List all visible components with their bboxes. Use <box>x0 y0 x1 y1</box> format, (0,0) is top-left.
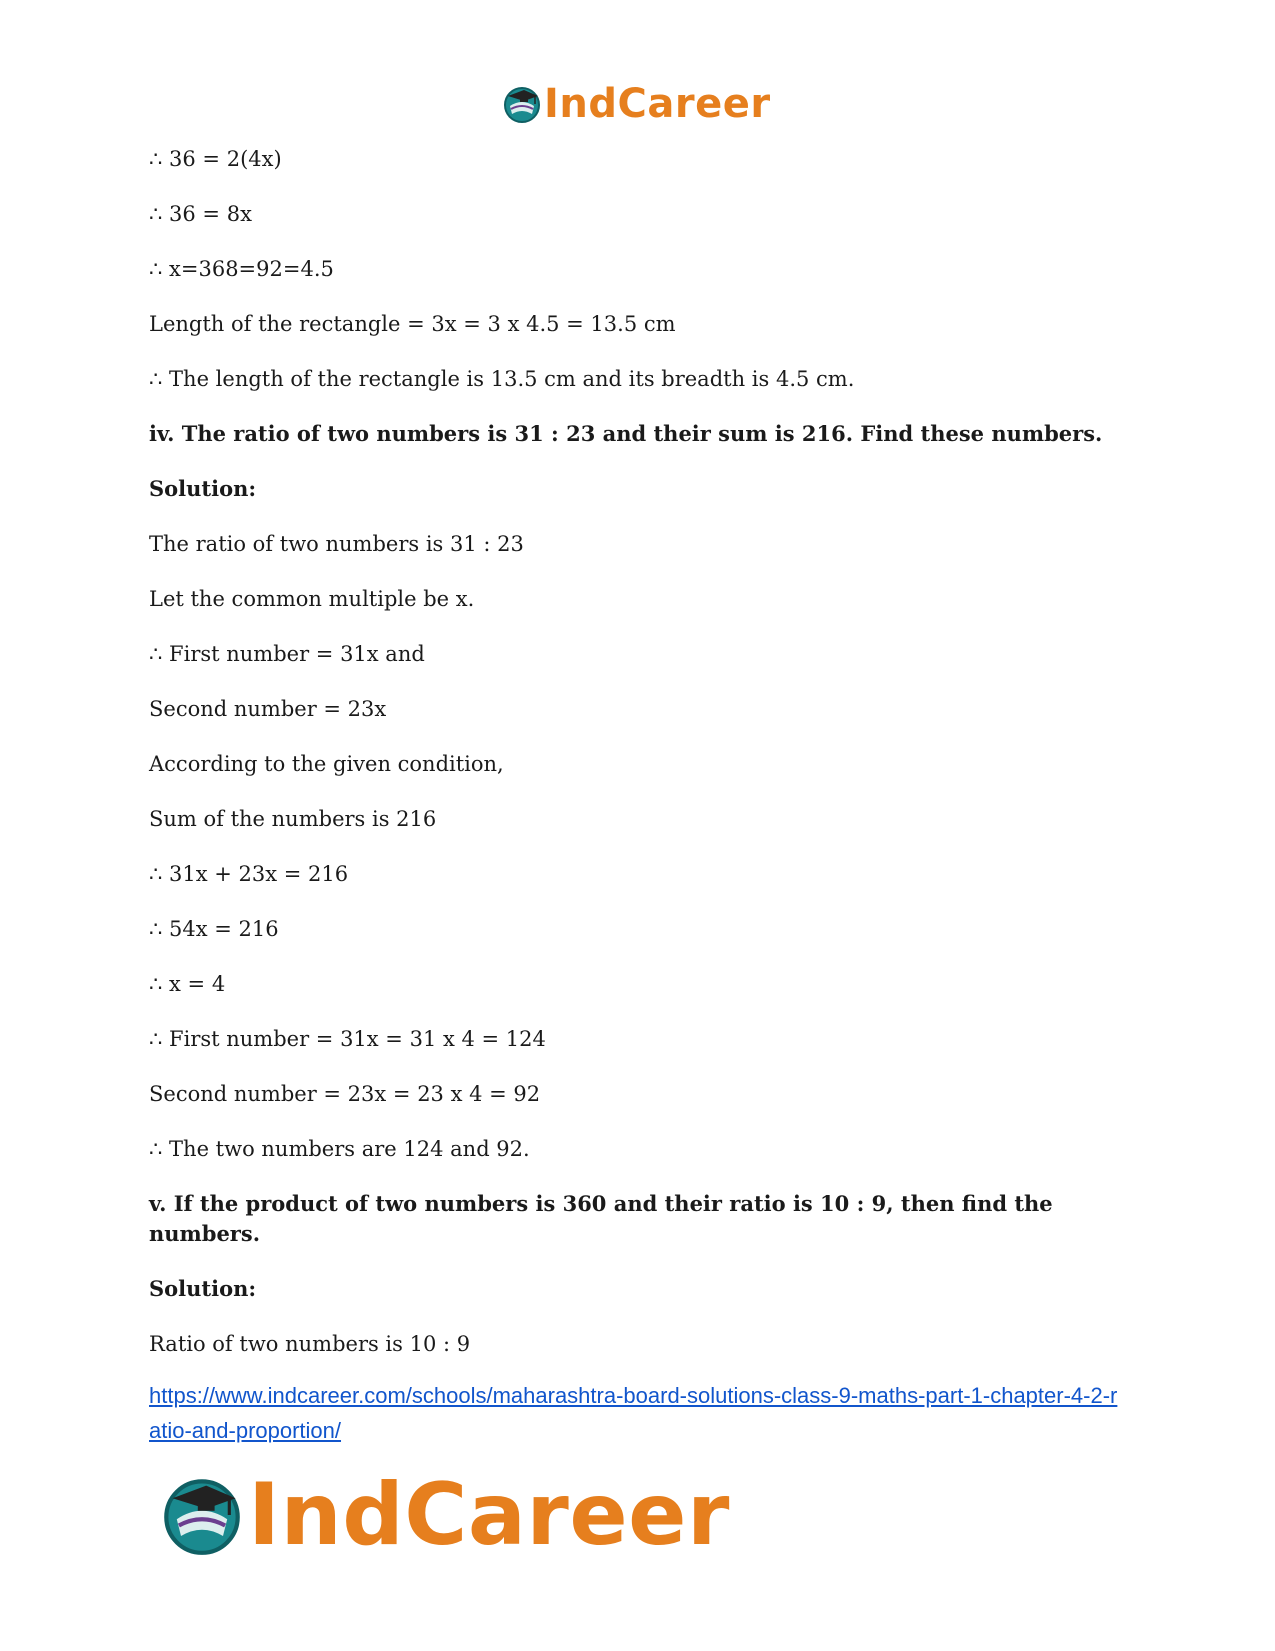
question-heading: v. If the product of two numbers is 360 and their ratio is 10 : 9, then find the numbers. <box>149 1191 1053 1246</box>
solution-line: ∴ The length of the rectangle is 13.5 cm and its breadth is 4.5 cm. <box>149 367 855 391</box>
solution-line: Length of the rectangle = 3x = 3 x 4.5 = 13.5 cm <box>149 312 676 336</box>
question-heading: Solution: <box>149 1276 257 1301</box>
source-link[interactable]: https://www.indcareer.com/schools/maharashtra-board-solutions-class-9-maths-part-1-chapter-4-2-ratio-and-proportion/ <box>149 1383 1118 1443</box>
logo-wordmark: IndCareer <box>248 1465 730 1565</box>
solution-line: ∴ x=368=92=4.5 <box>149 257 334 281</box>
solution-line: Ratio of two numbers is 10 : 9 <box>149 1332 471 1356</box>
solution-line: ∴ The two numbers are 124 and 92. <box>149 1137 530 1161</box>
footer-logo <box>160 1465 730 1565</box>
solution-line: Second number = 23x <box>149 697 387 721</box>
question-heading: iv. The ratio of two numbers is 31 : 23 and their sum is 216. Find these numbers. <box>149 421 1103 446</box>
solution-line: ∴ First number = 31x = 31 x 4 = 124 <box>149 1027 546 1051</box>
solution-line: The ratio of two numbers is 31 : 23 <box>149 532 524 556</box>
solution-line: ∴ 54x = 216 <box>149 917 279 941</box>
solution-line: According to the given condition, <box>149 752 504 776</box>
solution-line: ∴ 36 = 8x <box>149 202 252 226</box>
solution-line: ∴ x = 4 <box>149 972 226 996</box>
solution-line: Sum of the numbers is 216 <box>149 807 437 831</box>
solution-line: Second number = 23x = 23 x 4 = 92 <box>149 1082 541 1106</box>
solution-line: ∴ First number = 31x and <box>149 642 425 666</box>
document-body <box>149 144 1139 1384</box>
solution-line: Let the common multiple be x. <box>149 587 475 611</box>
solution-line: ∴ 31x + 23x = 216 <box>149 862 349 886</box>
graduation-cap-globe-icon <box>502 84 542 124</box>
header-logo <box>502 80 771 128</box>
question-heading: Solution: <box>149 476 257 501</box>
logo-wordmark: IndCareer <box>544 81 771 127</box>
graduation-cap-globe-icon <box>160 1473 244 1557</box>
solution-line: ∴ 36 = 2(4x) <box>149 147 282 171</box>
